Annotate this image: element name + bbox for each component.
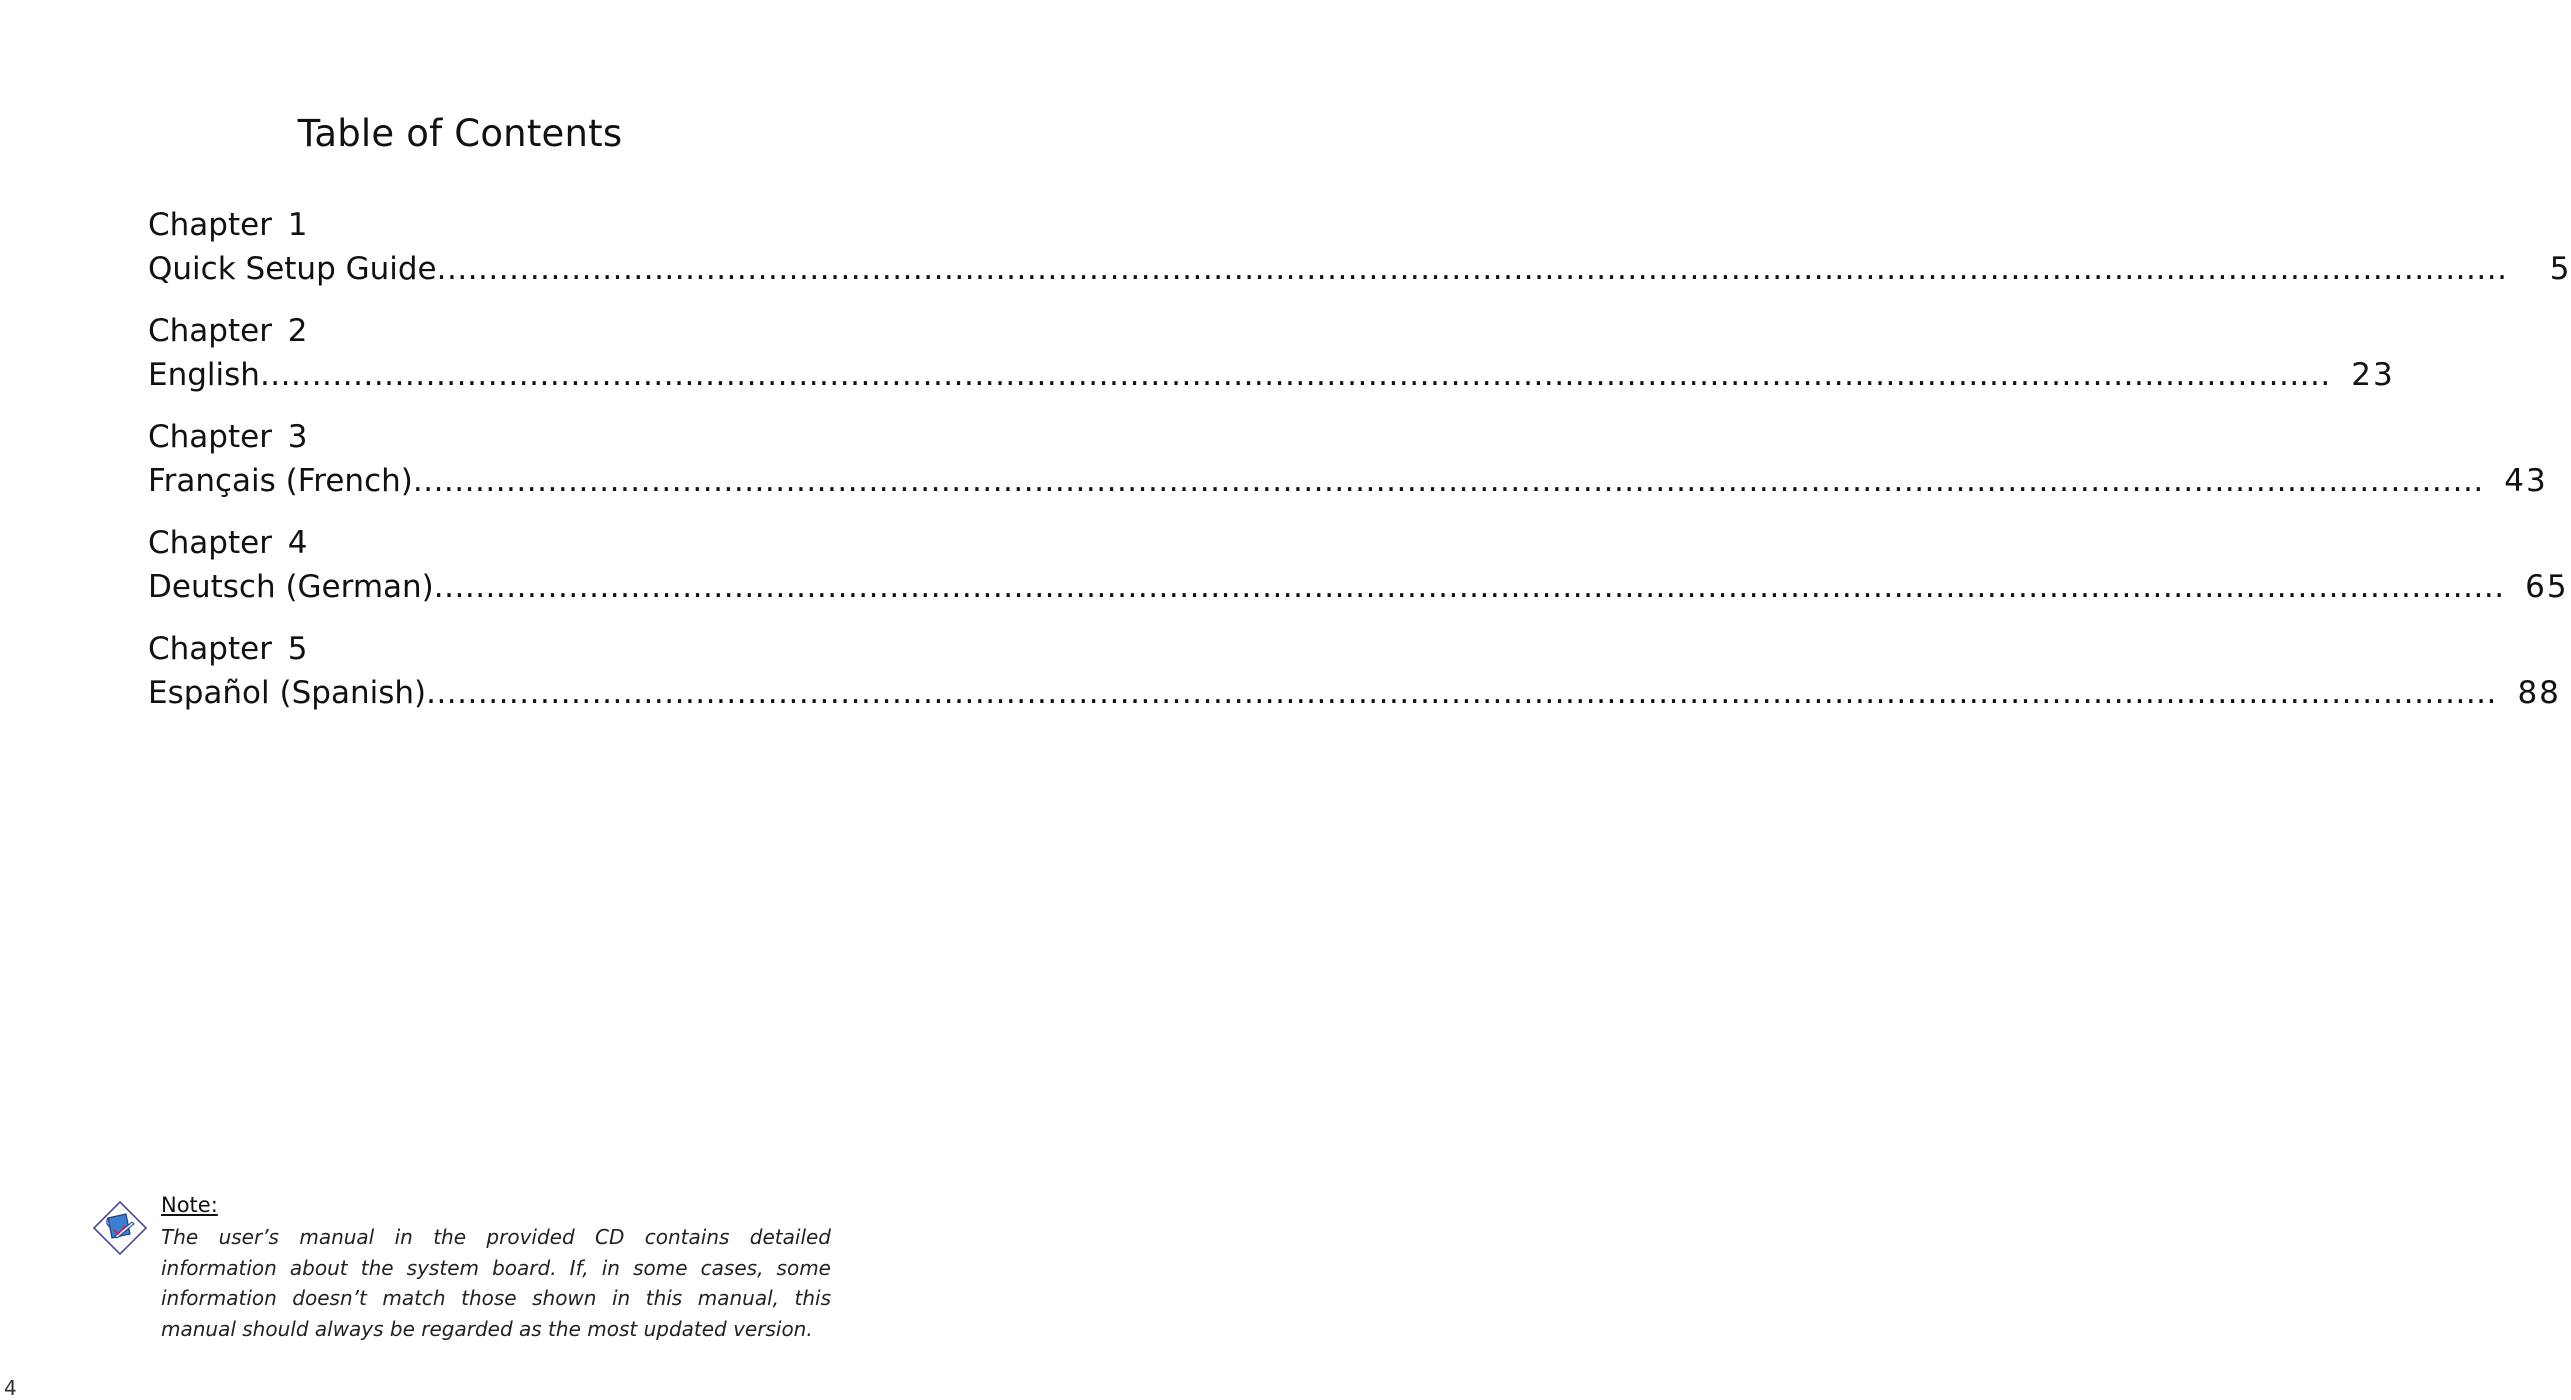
chapter-page-number: 43 bbox=[2504, 463, 2548, 499]
chapter-title: Español (Spanish) bbox=[148, 675, 427, 711]
toc-entry-row bbox=[148, 461, 2548, 501]
note-heading: Note: bbox=[161, 1193, 218, 1217]
chapter-label: Chapter 1 bbox=[148, 207, 308, 243]
toc-entry-row bbox=[148, 249, 2571, 289]
chapter-title: Français (French) bbox=[148, 463, 413, 499]
toc-entry-row bbox=[148, 567, 2569, 607]
toc-entry[interactable] bbox=[148, 627, 2561, 733]
toc-entry-row bbox=[148, 673, 2561, 713]
chapter-label: Chapter 5 bbox=[148, 631, 308, 667]
dot-leader: ........................................................................................................................................................................................................ bbox=[433, 569, 2505, 605]
chapter-label: Chapter 4 bbox=[148, 525, 308, 561]
dot-leader: ........................................................................................................................................................................................................ bbox=[426, 675, 2497, 711]
toc-entry-row bbox=[148, 355, 2395, 395]
table-of-contents bbox=[148, 203, 2571, 733]
dot-leader: ........................................................................................................................................................................................................ bbox=[436, 251, 2508, 287]
toc-entry[interactable] bbox=[148, 203, 2571, 309]
dot-leader: ........................................................................................................................................................................................................ bbox=[259, 357, 2331, 393]
chapter-page-number: 23 bbox=[2351, 357, 2395, 393]
chapter-page-number: 65 bbox=[2525, 569, 2569, 605]
chapter-page-number: 5 bbox=[2549, 251, 2571, 287]
toc-entry[interactable] bbox=[148, 415, 2548, 521]
page-title: Table of Contents bbox=[297, 112, 623, 155]
page-number: 4 bbox=[4, 1376, 17, 1400]
toc-entry[interactable] bbox=[148, 521, 2569, 627]
dot-leader: ........................................................................................................................................................................................................ bbox=[412, 463, 2484, 499]
chapter-title: Deutsch (German) bbox=[148, 569, 434, 605]
note-pen-diamond-icon bbox=[92, 1200, 148, 1256]
chapter-label: Chapter 3 bbox=[148, 419, 308, 455]
chapter-title: Quick Setup Guide bbox=[148, 251, 437, 287]
toc-entry[interactable] bbox=[148, 309, 2395, 415]
chapter-page-number: 88 bbox=[2517, 675, 2561, 711]
note-body: The user’s manual in the provided CD contains detailed information about the system board. If, in some cases, some information doesn’t match those shown in this manual, this manual should always be regarded as the most updated version. bbox=[161, 1225, 831, 1341]
chapter-title: English bbox=[148, 357, 260, 393]
chapter-label: Chapter 2 bbox=[148, 313, 308, 349]
